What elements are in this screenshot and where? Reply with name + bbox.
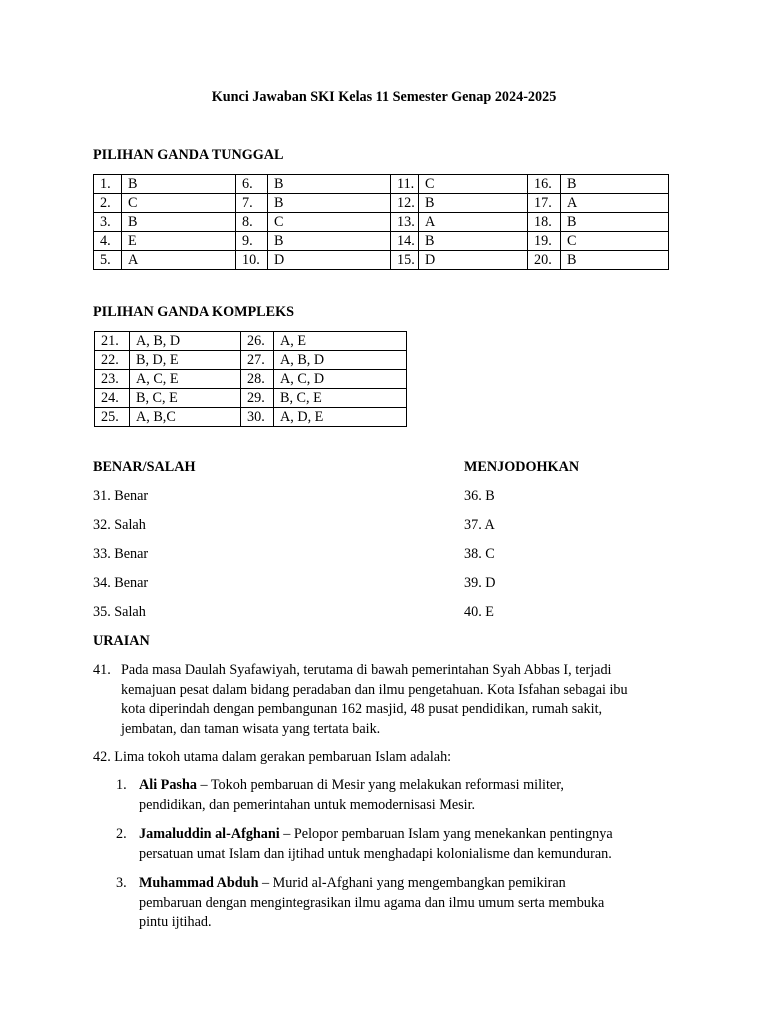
benar-salah-item: 34. Benar <box>93 575 149 591</box>
benar-salah-item: 33. Benar <box>93 546 149 562</box>
question-number-cell: 1. <box>94 175 122 194</box>
question-number-cell: 5. <box>94 251 122 270</box>
answer-key-cell: A, C, E <box>130 370 241 389</box>
answer-key-cell: C <box>561 232 669 251</box>
tokoh-description: – Pelopor pembaruan Islam yang menekankan pentingnya <box>279 826 613 842</box>
section-heading-menjodohkan: MENJODOHKAN <box>464 459 580 475</box>
question-number-cell: 9. <box>236 232 268 251</box>
pg-tunggal-table <box>93 174 669 270</box>
answer-key-cell: B <box>268 175 391 194</box>
question-number-cell: 23. <box>95 370 130 389</box>
list-number: 2. <box>116 826 127 842</box>
section-heading-uraian: URAIAN <box>93 633 150 649</box>
answer-key-cell: C <box>419 175 528 194</box>
question-number-cell: 4. <box>94 232 122 251</box>
tokoh-name: Muhammad Abduh <box>139 875 259 891</box>
table-row <box>94 232 669 251</box>
answer-key-cell: B <box>122 175 236 194</box>
tokoh-description-line: pembaruan dengan mengintegrasikan ilmu agama dan ilmu umum serta membuka <box>139 894 605 911</box>
question-number-cell: 26. <box>241 332 274 351</box>
question-number-cell: 8. <box>236 213 268 232</box>
answer-key-cell: A, D, E <box>274 408 407 427</box>
answer-key-cell: D <box>419 251 528 270</box>
question-number-cell: 15. <box>391 251 419 270</box>
list-number: 3. <box>116 875 127 891</box>
answer-key-cell: B <box>561 175 669 194</box>
menjodohkan-item: 36. B <box>464 488 495 504</box>
uraian-question-42-intro: 42. Lima tokoh utama dalam gerakan pembaruan Islam adalah: <box>93 749 452 765</box>
answer-key-cell: A, B, D <box>274 351 407 370</box>
tokoh-name: Ali Pasha <box>139 777 197 793</box>
table-row <box>94 194 669 213</box>
answer-line: Pada masa Daulah Syafawiyah, terutama di bawah pemerintahan Syah Abbas I, terjadi <box>121 662 612 678</box>
answer-key-cell: B <box>268 232 391 251</box>
answer-line: kemajuan pesat dalam bidang peradaban dan ilmu pengetahuan. Kota Isfahan sebagai ibu <box>121 681 628 698</box>
question-number-cell: 10. <box>236 251 268 270</box>
question-number-cell: 3. <box>94 213 122 232</box>
section-heading-pg-tunggal: PILIHAN GANDA TUNGGAL <box>93 147 284 163</box>
answer-key-cell: B <box>268 194 391 213</box>
question-number-cell: 18. <box>528 213 561 232</box>
table-row <box>95 351 407 370</box>
answer-key-cell: C <box>122 194 236 213</box>
question-number-cell: 22. <box>95 351 130 370</box>
question-number-cell: 20. <box>528 251 561 270</box>
question-number-cell: 24. <box>95 389 130 408</box>
table-row <box>94 251 669 270</box>
benar-salah-item: 35. Salah <box>93 604 146 620</box>
question-number-cell: 6. <box>236 175 268 194</box>
answer-key-cell: A <box>419 213 528 232</box>
table-row <box>95 332 407 351</box>
menjodohkan-item: 39. D <box>464 575 496 591</box>
answer-key-cell: A, B, D <box>130 332 241 351</box>
tokoh-list-item <box>116 874 656 933</box>
answer-key-cell: A, C, D <box>274 370 407 389</box>
answer-key-cell: A <box>122 251 236 270</box>
answer-key-cell: B <box>561 213 669 232</box>
table-row <box>95 370 407 389</box>
answer-line: kota diperindah dengan pembangunan 162 masjid, 48 pusat pendidikan, rumah sakit, <box>121 701 603 717</box>
answer-key-cell: B <box>419 232 528 251</box>
answer-key-cell: B, C, E <box>130 389 241 408</box>
tokoh-name: Jamaluddin al-Afghani <box>139 826 280 842</box>
pg-kompleks-table <box>94 331 407 427</box>
answer-key-cell: B <box>122 213 236 232</box>
benar-salah-item: 32. Salah <box>93 517 146 533</box>
menjodohkan-item: 37. A <box>464 517 495 533</box>
question-number-cell: 13. <box>391 213 419 232</box>
answer-key-cell: B <box>561 251 669 270</box>
question-number-cell: 11. <box>391 175 419 194</box>
tokoh-description: – Tokoh pembaruan di Mesir yang melakukan reformasi militer, <box>196 777 564 793</box>
menjodohkan-item: 38. C <box>464 546 495 562</box>
question-number-cell: 21. <box>95 332 130 351</box>
question-number-cell: 19. <box>528 232 561 251</box>
question-number: 41. <box>93 662 111 678</box>
answer-key-cell: A, B,C <box>130 408 241 427</box>
table-row <box>94 213 669 232</box>
tokoh-description-line: pendidikan, dan pemerintahan untuk memodernisasi Mesir. <box>139 796 476 813</box>
answer-key-cell: A <box>561 194 669 213</box>
question-number-cell: 25. <box>95 408 130 427</box>
table-row <box>94 175 669 194</box>
section-heading-pg-kompleks: PILIHAN GANDA KOMPLEKS <box>93 304 295 320</box>
section-heading-benar-salah: BENAR/SALAH <box>93 459 196 475</box>
tokoh-list-item <box>116 825 656 864</box>
answer-key-cell: D <box>268 251 391 270</box>
list-number: 1. <box>116 777 127 793</box>
tokoh-description-line: persatuan umat Islam dan ijtihad untuk menghadapi kolonialisme dan kemunduran. <box>139 845 612 862</box>
answer-key-cell: B <box>419 194 528 213</box>
tokoh-description-line: pintu ijtihad. <box>139 914 212 930</box>
table-row <box>95 408 407 427</box>
question-number-cell: 14. <box>391 232 419 251</box>
question-number-cell: 7. <box>236 194 268 213</box>
question-number-cell: 12. <box>391 194 419 213</box>
answer-line: jembatan, dan taman wisata yang tertata baik. <box>121 720 381 737</box>
question-number-cell: 16. <box>528 175 561 194</box>
uraian-answer-41 <box>93 661 683 739</box>
benar-salah-item: 31. Benar <box>93 488 149 504</box>
document-title: Kunci Jawaban SKI Kelas 11 Semester Genap 2024-2025 <box>211 89 557 105</box>
question-number-cell: 17. <box>528 194 561 213</box>
tokoh-description: – Murid al-Afghani yang mengembangkan pemikiran <box>258 875 566 891</box>
tokoh-list-item <box>116 776 656 815</box>
answer-key-cell: C <box>268 213 391 232</box>
question-number-cell: 2. <box>94 194 122 213</box>
answer-key-cell: A, E <box>274 332 407 351</box>
table-row <box>95 389 407 408</box>
question-number-cell: 30. <box>241 408 274 427</box>
menjodohkan-item: 40. E <box>464 604 494 620</box>
answer-key-cell: B, C, E <box>274 389 407 408</box>
answer-key-cell: B, D, E <box>130 351 241 370</box>
question-number-cell: 28. <box>241 370 274 389</box>
question-number-cell: 27. <box>241 351 274 370</box>
answer-key-cell: E <box>122 232 236 251</box>
question-number-cell: 29. <box>241 389 274 408</box>
